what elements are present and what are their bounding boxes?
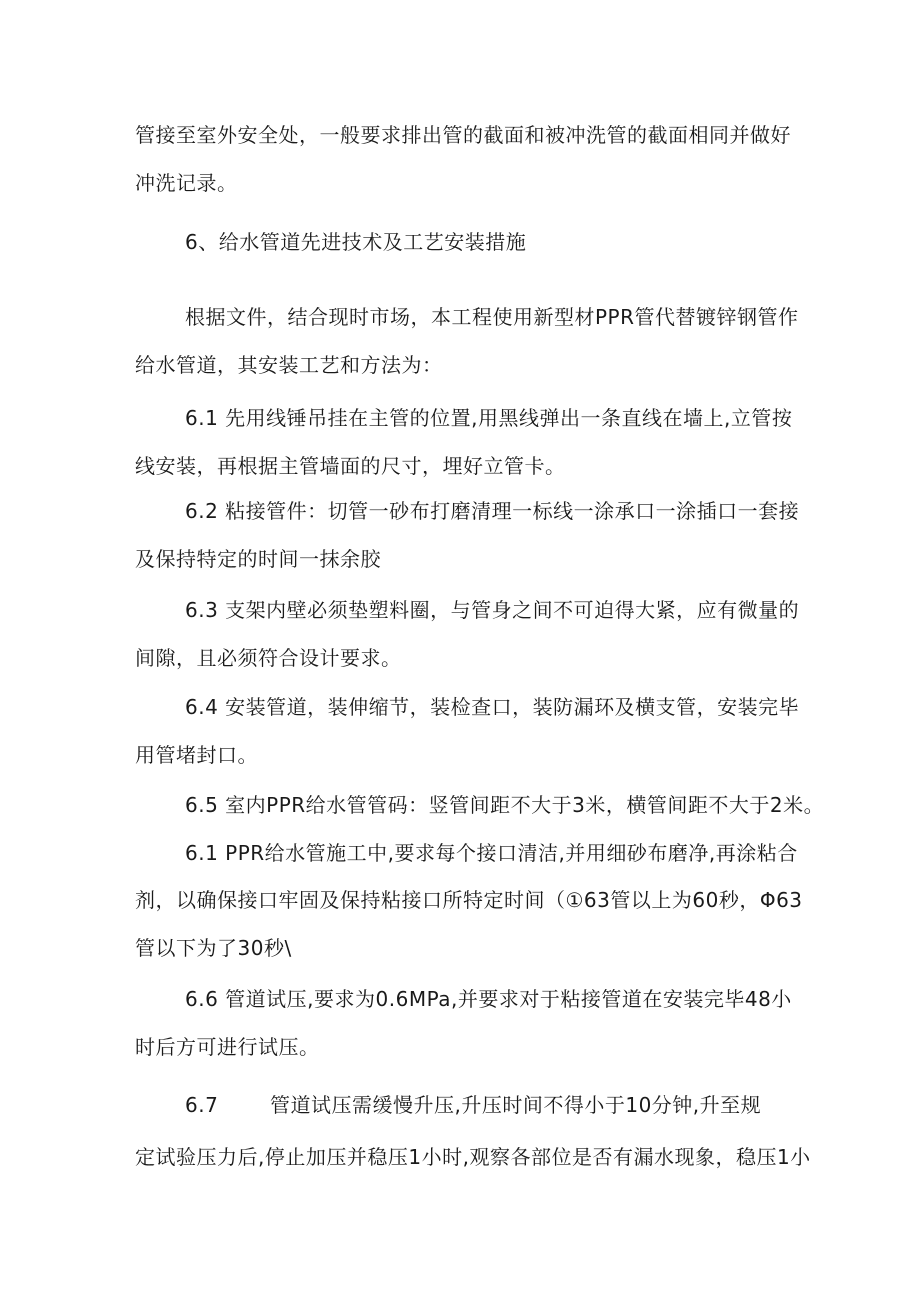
text-line: 6.2 粘接管件：切管一砂布打磨清理一标线一涂承口一涂插口一套接 xyxy=(185,499,800,523)
text-line: 管接至室外安全处，一般要求排出管的截面和被冲洗管的截面相同并做好 xyxy=(135,123,791,147)
text-line: 给水管道，其安装工艺和方法为： xyxy=(135,353,443,377)
text-line: 6.1 PPR给水管施工中,要求每个接口清洁,并用细砂布磨净,再涂粘合 xyxy=(185,841,798,865)
text-line: 线安装，再根据主管墙面的尺寸，埋好立管卡。 xyxy=(135,454,566,478)
text-line: 冲洗记录。 xyxy=(135,171,238,195)
text-line: 时后方可进行试压。 xyxy=(135,1035,320,1059)
text-line: 6.3 支架内壁必须垫塑料圈，与管身之间不可迫得大紧，应有微量的 xyxy=(185,598,800,622)
text-line: 间隙，且必须符合设计要求。 xyxy=(135,646,402,670)
text-line: 及保持特定的时间一抹余胶 xyxy=(135,547,381,571)
text-line: 6.6 管道试压,要求为0.6MPa,并要求对于粘接管道在安装完毕48小 xyxy=(185,987,792,1011)
text-line: 6.4 安装管道，装伸缩节，装检查口，装防漏环及横支管，安装完毕 xyxy=(185,695,800,719)
text-line: 定试验压力后,停止加压并稳压1小时,观察各部位是否有漏水现象，稳压1小 xyxy=(135,1145,811,1169)
text-line: 用管堵封口。 xyxy=(135,743,258,767)
item-number: 6.7 xyxy=(185,1093,219,1117)
text-line: 根据文件，结合现时市场，本工程使用新型材PPR管代替镀锌钢管作 xyxy=(185,305,799,329)
text-line: 管道试压需缓慢升压,升压时间不得小于10分钟,升至规 xyxy=(270,1093,762,1117)
text-line: 管以下为了30秒\ xyxy=(135,936,292,960)
text-line: 6.5 室内PPR给水管管码：竖管间距不大于3米，横管间距不大于2米。 xyxy=(185,793,825,817)
section-heading: 6、给水管道先进技术及工艺安装措施 xyxy=(185,230,527,254)
text-line: 剂，以确保接口牢固及保持粘接口所特定时间（①63管以上为60秒，Φ63 xyxy=(135,888,803,912)
text-line: 6.1 先用线锤吊挂在主管的位置,用黑线弹出一条直线在墙上,立管按 xyxy=(185,406,793,430)
